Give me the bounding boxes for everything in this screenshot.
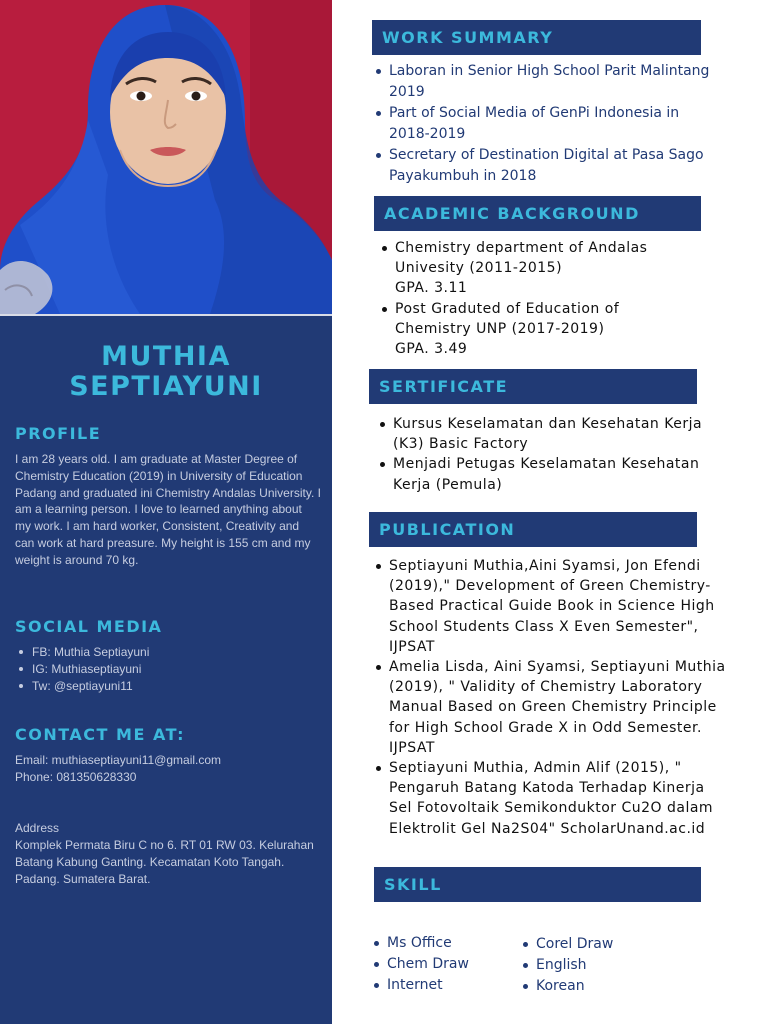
publication-heading: PUBLICATION: [369, 512, 697, 547]
profile-photo: [0, 0, 332, 314]
academic-list: [395, 238, 725, 359]
work-summary-heading: WORK SUMMARY: [372, 20, 701, 55]
contact-heading: CONTACT ME AT:: [15, 725, 186, 744]
contact-phone: Phone: 081350628330: [15, 770, 137, 784]
photo-divider: [0, 314, 332, 316]
academic-gpa: GPA. 3.49: [395, 341, 468, 358]
publication-item: Septiayuni Muthia, Admin Alif (2015), " Pengaruh Batang Katoda Terhadap Kinerja Sel Fotovoltaik Semikonduktor Cu2O dalam Elektrolit Gel Na2S04" ScholarUnand.ac.id: [389, 758, 731, 839]
first-name: MUTHIA: [101, 341, 231, 372]
work-item: Laboran in Senior High School Parit Malintang 2019: [389, 61, 721, 103]
skill-heading: SKILL: [374, 867, 701, 902]
skill-list-left: [387, 933, 507, 996]
sertificate-heading: SERTIFICATE: [369, 369, 697, 404]
social-instagram: IG: Muthiaseptiayuni: [15, 661, 321, 678]
social-media-heading: SOCIAL MEDIA: [15, 617, 163, 636]
academic-line: Post Graduted of Education of: [395, 300, 620, 317]
work-item: Part of Social Media of GenPi Indonesia in 2018-2019: [389, 103, 721, 145]
sertificate-item: Kursus Keselamatan dan Kesehatan Kerja (K3) Basic Factory: [393, 414, 713, 454]
academic-line: Univesity (2011-2015): [395, 260, 563, 277]
publication-item: Amelia Lisda, Aini Syamsi, Septiayuni Muthia (2019), " Validity of Chemistry Laboratory Manual Based on Green Chemistry Principle for High School Grade X in Odd Semester. IJPSAT: [389, 657, 731, 758]
address-label: Address: [15, 821, 60, 835]
academic-line: Chemistry UNP (2017-2019): [395, 320, 605, 337]
publication-list: [389, 556, 731, 839]
address-text: Komplek Permata Biru C no 6. RT 01 RW 03. Kelurahan Batang Kabung Ganting. Kecamatan Koto Tangah. Padang. Sumatera Barat.: [15, 838, 314, 886]
academic-item: [395, 299, 725, 360]
academic-line: Chemistry department of Andalas: [395, 240, 648, 256]
full-name: [0, 342, 332, 402]
profile-text: I am 28 years old. I am graduate at Master Degree of Chemistry Education (2019) in University of Education Padang and graduated ini Chemistry Andalas University. I am a learning person. I love to learned anything about my work. I am hard worker, Consistent, Creativity and can work at hard preasure. My height is 155 cm and my weight is around 70 kg.: [15, 452, 321, 567]
skill-item: Korean: [536, 976, 656, 997]
publication-item: Septiayuni Muthia,Aini Syamsi, Jon Efendi (2019)," Development of Green Chemistry-Based Practical Guide Book in Science High School Students Class X Even Semester", IJPSAT: [389, 556, 731, 657]
skill-item: Ms Office: [387, 933, 507, 954]
skill-item: Internet: [387, 975, 507, 996]
skill-item: English: [536, 955, 656, 976]
left-sidebar: [0, 0, 332, 1024]
academic-heading: ACADEMIC BACKGROUND: [374, 196, 701, 231]
social-facebook: FB: Muthia Septiayuni: [15, 644, 321, 661]
sertificate-list: [393, 414, 713, 495]
academic-item: [395, 238, 725, 299]
sertificate-item: Menjadi Petugas Keselamatan Kesehatan Kerja (Pemula): [393, 454, 713, 494]
social-media-list: [15, 644, 321, 694]
work-summary-list: [389, 61, 721, 187]
contact-email: Email: muthiaseptiayuni11@gmail.com: [15, 753, 222, 767]
portrait-photo-icon: [0, 0, 332, 314]
skill-list-right: [536, 934, 656, 997]
skill-item: Chem Draw: [387, 954, 507, 975]
work-item: Secretary of Destination Digital at Pasa Sago Payakumbuh in 2018: [389, 145, 721, 187]
profile-heading: PROFILE: [15, 424, 102, 443]
academic-gpa: GPA. 3.11: [395, 280, 468, 297]
last-name: SEPTIAYUNI: [69, 371, 263, 402]
social-twitter: Tw: @septiayuni11: [15, 678, 321, 695]
skill-item: Corel Draw: [536, 934, 656, 955]
